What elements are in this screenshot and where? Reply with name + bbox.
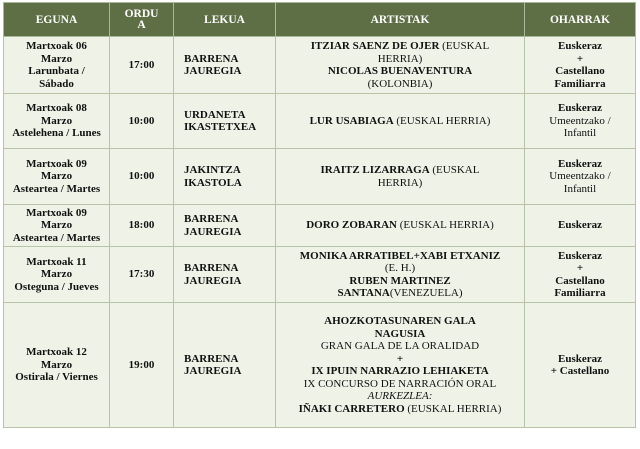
notes-line: + Castellano <box>550 365 610 377</box>
date-line: Martxoak 06 <box>26 40 87 52</box>
table-row <box>4 247 636 303</box>
header-lekua: LEKUA <box>174 3 276 37</box>
place-line: BARRENA <box>184 262 239 274</box>
artists-cell <box>276 247 525 303</box>
artists-cell <box>276 94 525 149</box>
notes-line: Euskeraz <box>558 40 602 52</box>
artist-name: RUBEN MARTINEZ <box>349 274 451 287</box>
date-cell <box>4 247 110 303</box>
notes-line: Euskeraz <box>558 102 602 115</box>
artist-name: IÑAKI CARRETERO <box>298 402 405 415</box>
date-line: Marzo <box>40 219 73 232</box>
date-line: Martxoak 12 <box>26 346 87 359</box>
event-schedule-table <box>3 2 636 428</box>
artist-origin: (VENEZUELA) <box>389 287 463 299</box>
notes-line: Euskeraz <box>558 352 602 365</box>
event-title: AHOZKOTASUNAREN GALA <box>324 315 476 327</box>
table-row <box>4 205 636 247</box>
notes-line: Castellano <box>555 274 605 287</box>
date-cell <box>4 205 110 247</box>
artist-origin: HERRIA) <box>377 176 423 189</box>
notes-line: Euskeraz <box>558 157 602 170</box>
place-line: IKASTETXEA <box>184 121 257 133</box>
table-row <box>4 149 636 205</box>
event-subtitle: IX CONCURSO DE NARRACIÓN ORAL <box>303 377 497 390</box>
time-cell: 17:00 <box>110 37 174 94</box>
event-subtitle: GRAN GALA DE LA ORALIDAD <box>320 340 480 352</box>
header-ordua-line2: A <box>137 18 146 31</box>
notes-line: Umeentzako / <box>549 114 611 127</box>
place-cell <box>174 247 276 303</box>
notes-line: Familiarra <box>554 77 606 90</box>
artist-origin: (EUSKAL HERRIA) <box>407 402 502 415</box>
notes-line: Infantil <box>563 127 597 140</box>
date-line: Martxoak 11 <box>26 255 87 268</box>
artist-origin: (EUSKAL HERRIA) <box>399 219 494 232</box>
date-line: Ostirala / Viernes <box>15 371 98 384</box>
notes-cell <box>525 205 636 247</box>
notes-line: + <box>576 262 584 274</box>
header-row <box>4 3 636 37</box>
table-row <box>4 94 636 149</box>
artist-name: DORO ZOBARAN <box>306 219 397 232</box>
event-title: IX IPUIN NARRAZIO LEHIAKETA <box>311 365 489 377</box>
presenter-label: AURKEZLEA: <box>367 390 433 402</box>
header-ordua <box>110 3 174 37</box>
time-cell: 17:30 <box>110 247 174 303</box>
place-line: IKASTOLA <box>184 176 242 189</box>
time-cell: 18:00 <box>110 205 174 247</box>
notes-line: Umeentzako / <box>549 170 611 183</box>
time-cell: 19:00 <box>110 303 174 428</box>
time-cell: 10:00 <box>110 94 174 149</box>
place-line: JAKINTZA <box>184 164 241 176</box>
date-cell <box>4 94 110 149</box>
notes-cell <box>525 247 636 303</box>
place-cell <box>174 149 276 205</box>
date-line: Marzo <box>40 170 73 183</box>
place-cell <box>174 94 276 149</box>
date-cell <box>4 37 110 94</box>
artist-name: LUR USABIAGA <box>309 114 394 127</box>
date-line: Martxoak 08 <box>26 102 87 115</box>
place-line: BARRENA <box>184 352 239 365</box>
date-line: Astelehena / Lunes <box>12 127 101 140</box>
date-line: Marzo <box>40 358 73 371</box>
notes-line: + <box>576 52 584 65</box>
notes-line: Infantil <box>563 182 597 195</box>
artists-cell <box>276 303 525 428</box>
artists-cell <box>276 37 525 94</box>
notes-line: Euskeraz <box>558 249 602 262</box>
place-cell <box>174 303 276 428</box>
place-line: URDANETA <box>184 108 246 121</box>
artist-name: MONIKA ARRATIBEL+XABI ETXANIZ <box>299 249 501 262</box>
place-line: JAUREGIA <box>184 65 242 77</box>
notes-line: Familiarra <box>554 287 606 299</box>
notes-line: Euskeraz <box>558 219 602 232</box>
table-row <box>4 303 636 428</box>
artist-name: ITZIAR SAENZ DE OJER <box>310 40 440 52</box>
artist-origin: HERRIA) <box>377 52 423 65</box>
place-line: BARRENA <box>184 52 239 65</box>
event-title: NAGUSIA <box>374 327 426 340</box>
date-line: Marzo <box>40 52 73 65</box>
notes-line: Castellano <box>555 65 605 77</box>
artists-cell <box>276 149 525 205</box>
date-line: Asteartea / Martes <box>12 182 101 195</box>
place-cell <box>174 205 276 247</box>
header-eguna: EGUNA <box>4 3 110 37</box>
event-plus: + <box>396 352 404 365</box>
date-line: Martxoak 09 <box>26 157 87 170</box>
artist-origin: (KOLONBIA) <box>367 77 433 90</box>
date-cell <box>4 303 110 428</box>
place-line: JAUREGIA <box>184 365 242 377</box>
artist-origin: (E. H.) <box>384 262 416 274</box>
artist-origin: (EUSKAL HERRIA) <box>396 114 491 127</box>
notes-cell <box>525 149 636 205</box>
artist-origin: (EUSKAL <box>442 40 490 52</box>
artists-cell <box>276 205 525 247</box>
place-line: JAUREGIA <box>184 225 242 238</box>
date-cell <box>4 149 110 205</box>
artist-name: IRAITZ LIZARRAGA <box>320 164 430 176</box>
notes-cell <box>525 303 636 428</box>
time-cell: 10:00 <box>110 149 174 205</box>
header-ordua-line1: ORDU <box>124 7 159 20</box>
table-row <box>4 37 636 94</box>
artist-name: SANTANA <box>337 287 390 299</box>
date-line: Larunbata / <box>28 65 85 77</box>
notes-cell <box>525 94 636 149</box>
date-line: Asteartea / Martes <box>12 231 101 244</box>
header-artistak: ARTISTAK <box>276 3 525 37</box>
artist-name: NICOLAS BUENAVENTURA <box>327 65 473 77</box>
date-line: Sábado <box>39 77 74 90</box>
date-line: Marzo <box>40 114 73 127</box>
artist-origin: (EUSKAL <box>432 164 480 176</box>
place-line: BARRENA <box>184 213 239 225</box>
date-line: Martxoak 09 <box>26 206 87 219</box>
header-oharrak: OHARRAK <box>525 3 636 37</box>
place-line: JAUREGIA <box>184 274 242 287</box>
date-line: Osteguna / Jueves <box>14 280 99 293</box>
notes-cell <box>525 37 636 94</box>
date-line: Marzo <box>40 268 73 281</box>
place-cell <box>174 37 276 94</box>
